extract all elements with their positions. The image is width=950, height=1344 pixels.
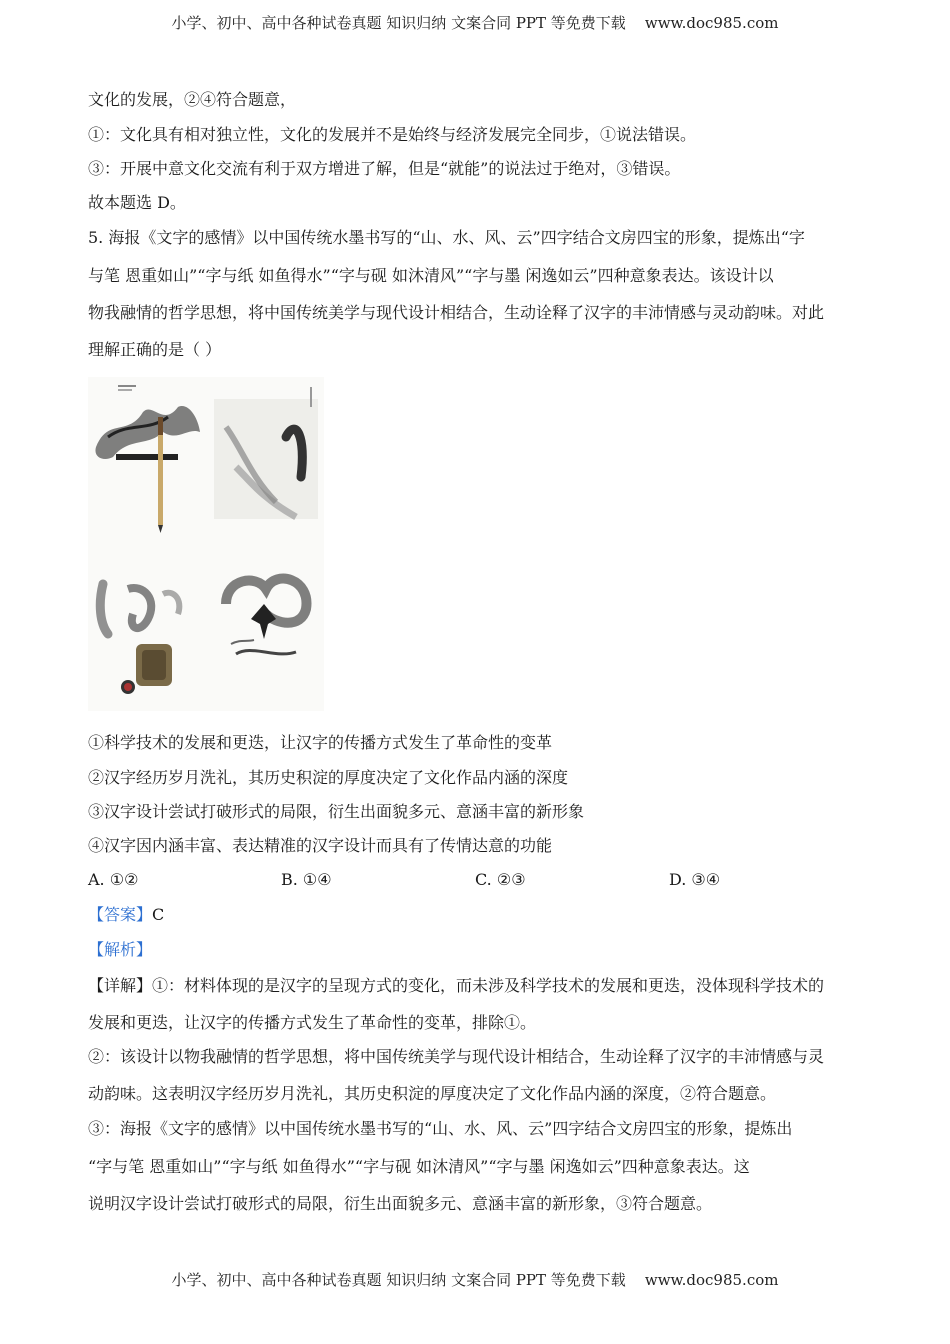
detail-line: ②：该设计以物我融情的哲学思想，将中国传统美学与现代设计相结合，生动诠释了汉字的丰沛情感与灵 bbox=[88, 1047, 825, 1066]
question-line: 与笔 恩重如山”“字与纸 如鱼得水”“字与砚 如沐清风”“字与墨 闲逸如云”四种意象表达。该设计以 bbox=[88, 266, 774, 285]
detail-line: “字与笔 恩重如山”“字与纸 如鱼得水”“字与砚 如沐清风”“字与墨 闲逸如云”四种意象表达。这 bbox=[88, 1157, 750, 1176]
page-footer bbox=[0, 1269, 950, 1290]
analysis-label: 【解析】 bbox=[88, 940, 153, 959]
header-url[interactable]: www.doc985.com bbox=[644, 14, 779, 32]
statement: ②汉字经历岁月洗礼，其历史积淀的厚度决定了文化作品内涵的深度 bbox=[88, 768, 569, 787]
page-header bbox=[0, 12, 950, 33]
answer-value: C bbox=[152, 905, 165, 924]
option-d: D. ③④ bbox=[669, 870, 721, 889]
detail-line: 发展和更迭，让汉字的传播方式发生了革命性的变革，排除①。 bbox=[88, 1013, 537, 1032]
detail-line: 动韵味。这表明汉字经历岁月洗礼，其历史积淀的厚度决定了文化作品内涵的深度，②符合题意。 bbox=[88, 1084, 777, 1103]
poster-image bbox=[88, 377, 324, 711]
answer-label: 【答案】 bbox=[88, 905, 153, 924]
intro-line: 故本题选 D。 bbox=[88, 193, 186, 212]
option-a: A. ①② bbox=[88, 870, 139, 889]
detail-label: 【详解】 bbox=[88, 976, 153, 995]
question-line: 物我融情的哲学思想，将中国传统美学与现代设计相结合，生动诠释了汉字的丰沛情感与灵动韵味。对此 bbox=[88, 303, 825, 322]
option-b: B. ①④ bbox=[281, 870, 332, 889]
intro-line: 文化的发展，②④符合题意， bbox=[88, 90, 297, 109]
header-text: 小学、初中、高中各种试卷真题 知识归纳 文案合同 PPT 等免费下载 bbox=[171, 14, 626, 32]
statement: ④汉字因内涵丰富、表达精准的汉字设计而具有了传情达意的功能 bbox=[88, 836, 553, 855]
question-line: 理解正确的是（ ） bbox=[88, 340, 222, 359]
detail-text: ①：材料体现的是汉字的呈现方式的变化，而未涉及科学技术的发展和更迭，没体现科学技术的 bbox=[152, 976, 825, 995]
intro-line: ③：开展中意文化交流有利于双方增进了解，但是“就能”的说法过于绝对，③错误。 bbox=[88, 159, 681, 178]
question-line: 5. 海报《文字的感情》以中国传统水墨书写的“山、水、风、云”四字结合文房四宝的形象，提炼出“字 bbox=[88, 228, 805, 247]
poster-cloud-ink bbox=[206, 544, 324, 711]
detail-line: ③：海报《文字的感情》以中国传统水墨书写的“山、水、风、云”四字结合文房四宝的形象，提炼出 bbox=[88, 1119, 793, 1138]
answer-line bbox=[88, 905, 164, 925]
option-c: C. ②③ bbox=[475, 870, 526, 889]
poster-wind-inkstone bbox=[88, 544, 206, 711]
statement: ①科学技术的发展和更迭，让汉字的传播方式发生了革命性的变革 bbox=[88, 733, 553, 752]
detail-line: 说明汉字设计尝试打破形式的局限，衍生出面貌多元、意涵丰富的新形象，③符合题意。 bbox=[88, 1194, 713, 1213]
poster-water-paper bbox=[206, 377, 324, 544]
poster-mountain-brush bbox=[88, 377, 206, 544]
statement: ③汉字设计尝试打破形式的局限，衍生出面貌多元、意涵丰富的新形象 bbox=[88, 802, 585, 821]
footer-url[interactable]: www.doc985.com bbox=[644, 1271, 779, 1289]
detail-line bbox=[88, 976, 824, 996]
footer-text: 小学、初中、高中各种试卷真题 知识归纳 文案合同 PPT 等免费下载 bbox=[171, 1271, 626, 1289]
intro-line: ①：文化具有相对独立性，文化的发展并不是始终与经济发展完全同步，①说法错误。 bbox=[88, 125, 697, 144]
